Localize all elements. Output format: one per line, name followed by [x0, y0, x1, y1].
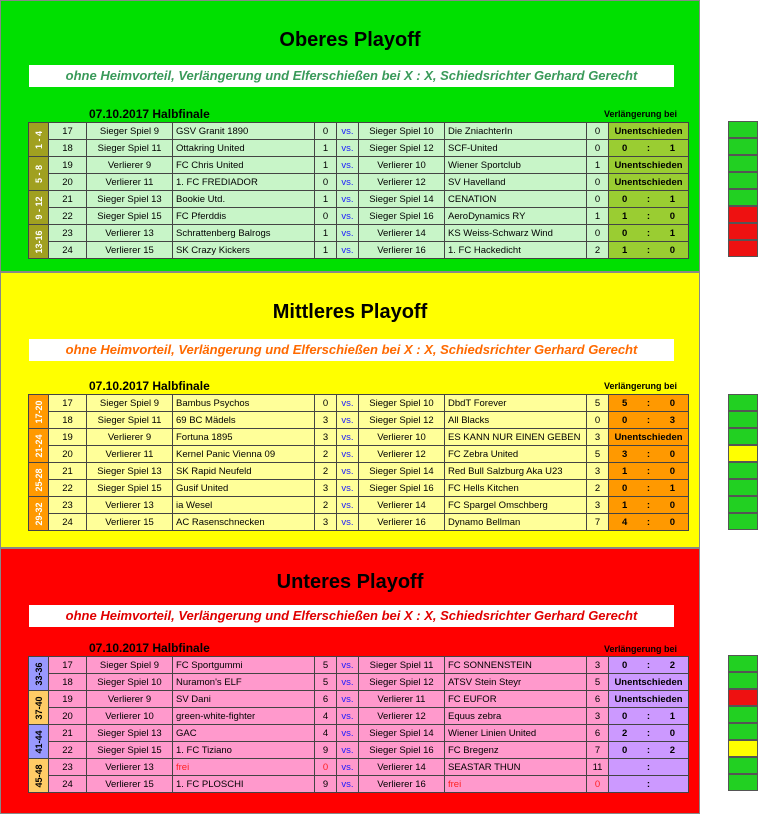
status-box [728, 496, 758, 513]
section-unteres [0, 548, 700, 814]
home-slot-label: Verlierer 9 [87, 157, 173, 174]
away-team: 1. FC Hackedicht [445, 242, 587, 259]
away-slot-label: Verlierer 12 [359, 708, 445, 725]
home-team: 1. FC FREDIADOR [173, 174, 315, 191]
away-score: 5 [587, 674, 609, 691]
game-number: 20 [49, 446, 87, 463]
away-slot-label: Verlierer 11 [359, 691, 445, 708]
vs-label: vs. [337, 657, 359, 674]
away-score: 3 [587, 708, 609, 725]
extra-time-result: 2 : 0 [609, 725, 689, 742]
game-number: 22 [49, 208, 87, 225]
home-slot-label: Verlierer 9 [87, 691, 173, 708]
vs-label: vs. [337, 776, 359, 793]
extra-time-result: 4 : 0 [609, 514, 689, 531]
away-slot-label: Verlierer 12 [359, 446, 445, 463]
home-score: 3 [315, 480, 337, 497]
away-team: ATSV Stein Steyr [445, 674, 587, 691]
away-score: 6 [587, 725, 609, 742]
vs-label: vs. [337, 140, 359, 157]
game-row [29, 514, 689, 531]
game-row [29, 742, 689, 759]
away-slot-label: Verlierer 16 [359, 242, 445, 259]
game-number: 17 [49, 123, 87, 140]
away-team: SEASTAR THUN [445, 759, 587, 776]
home-score: 4 [315, 708, 337, 725]
verlaengerung-label: Verlängerung bei [603, 381, 677, 391]
group-label: 45-48 [29, 759, 49, 793]
away-slot-label: Verlierer 14 [359, 225, 445, 242]
section-date: 07.10.2017 Halbfinale [89, 641, 210, 655]
home-score: 0 [315, 174, 337, 191]
group-label: 5 - 8 [29, 157, 49, 191]
group-label: 17-20 [29, 395, 49, 429]
away-slot-label: Sieger Spiel 14 [359, 725, 445, 742]
game-row [29, 208, 689, 225]
home-slot-label: Verlierer 11 [87, 446, 173, 463]
home-team: 1. FC PLOSCHI [173, 776, 315, 793]
status-box [728, 462, 758, 479]
home-team: SK Crazy Kickers [173, 242, 315, 259]
game-row [29, 191, 689, 208]
status-box [728, 445, 758, 462]
home-score: 2 [315, 497, 337, 514]
away-team: Die ZniachterIn [445, 123, 587, 140]
away-slot-label: Verlierer 14 [359, 759, 445, 776]
home-slot-label: Verlierer 13 [87, 225, 173, 242]
section-subtitle: ohne Heimvorteil, Verlängerung und Elferschießen bei X : X, Schiedsrichter Gerhard Gerecht [29, 605, 674, 627]
status-box [728, 513, 758, 530]
extra-time-result: Unentschieden [609, 674, 689, 691]
home-slot-label: Sieger Spiel 9 [87, 657, 173, 674]
away-score: 7 [587, 514, 609, 531]
away-slot-label: Verlierer 12 [359, 174, 445, 191]
away-team: Red Bull Salzburg Aka U23 [445, 463, 587, 480]
group-label: 33-36 [29, 657, 49, 691]
home-score: 0 [315, 208, 337, 225]
status-box [728, 411, 758, 428]
vs-label: vs. [337, 429, 359, 446]
extra-time-result: 5 : 0 [609, 395, 689, 412]
vs-label: vs. [337, 691, 359, 708]
away-slot-label: Sieger Spiel 10 [359, 395, 445, 412]
game-row [29, 140, 689, 157]
home-score: 3 [315, 514, 337, 531]
section-title: Mittleres Playoff [272, 301, 428, 323]
games-table [28, 122, 689, 259]
home-score: 0 [315, 123, 337, 140]
home-slot-label: Sieger Spiel 15 [87, 480, 173, 497]
home-slot-label: Sieger Spiel 9 [87, 395, 173, 412]
away-slot-label: Verlierer 14 [359, 497, 445, 514]
home-slot-label: Verlierer 13 [87, 759, 173, 776]
away-slot-label: Sieger Spiel 10 [359, 123, 445, 140]
status-box [728, 223, 758, 240]
away-slot-label: Verlierer 16 [359, 776, 445, 793]
group-label: 1 - 4 [29, 123, 49, 157]
away-score: 1 [587, 157, 609, 174]
games-table [28, 656, 689, 793]
away-slot-label: Sieger Spiel 12 [359, 412, 445, 429]
game-number: 18 [49, 140, 87, 157]
vs-label: vs. [337, 225, 359, 242]
section-oberes [0, 0, 700, 272]
status-box [728, 172, 758, 189]
home-team: SV Dani [173, 691, 315, 708]
home-team: frei [173, 759, 315, 776]
home-slot-label: Verlierer 10 [87, 708, 173, 725]
status-box [728, 672, 758, 689]
vs-label: vs. [337, 174, 359, 191]
away-team: Wiener Sportclub [445, 157, 587, 174]
away-score: 1 [587, 208, 609, 225]
home-slot-label: Verlierer 15 [87, 242, 173, 259]
game-row [29, 674, 689, 691]
home-score: 1 [315, 191, 337, 208]
away-score: 0 [587, 776, 609, 793]
section-subtitle: ohne Heimvorteil, Verlängerung und Elferschießen bei X : X, Schiedsrichter Gerhard Gerecht [29, 339, 674, 361]
status-box [728, 189, 758, 206]
away-score: 7 [587, 742, 609, 759]
away-score: 0 [587, 123, 609, 140]
home-team: green-white-fighter [173, 708, 315, 725]
home-score: 0 [315, 759, 337, 776]
game-row [29, 725, 689, 742]
game-number: 20 [49, 174, 87, 191]
game-number: 17 [49, 657, 87, 674]
home-slot-label: Sieger Spiel 10 [87, 674, 173, 691]
game-row [29, 157, 689, 174]
home-slot-label: Verlierer 13 [87, 497, 173, 514]
extra-time-result: Unentschieden [609, 123, 689, 140]
vs-label: vs. [337, 446, 359, 463]
extra-time-result: 0 : 2 [609, 742, 689, 759]
vs-label: vs. [337, 480, 359, 497]
game-row [29, 708, 689, 725]
away-score: 5 [587, 395, 609, 412]
away-team: CENATION [445, 191, 587, 208]
vs-label: vs. [337, 463, 359, 480]
group-label: 21-24 [29, 429, 49, 463]
game-number: 19 [49, 157, 87, 174]
vs-label: vs. [337, 759, 359, 776]
extra-time-result: 3 : 0 [609, 446, 689, 463]
away-team: Dynamo Bellman [445, 514, 587, 531]
vs-label: vs. [337, 242, 359, 259]
game-number: 23 [49, 497, 87, 514]
game-number: 18 [49, 412, 87, 429]
away-slot-label: Sieger Spiel 16 [359, 480, 445, 497]
home-team: FC Pferddis [173, 208, 315, 225]
home-slot-label: Verlierer 9 [87, 429, 173, 446]
extra-time-result: 0 : 1 [609, 708, 689, 725]
group-label: 37-40 [29, 691, 49, 725]
home-slot-label: Sieger Spiel 11 [87, 412, 173, 429]
home-score: 3 [315, 429, 337, 446]
vs-label: vs. [337, 514, 359, 531]
section-subtitle: ohne Heimvorteil, Verlängerung und Elferschießen bei X : X, Schiedsrichter Gerhard Gerecht [29, 65, 674, 87]
extra-time-result: 1 : 0 [609, 463, 689, 480]
status-box [728, 723, 758, 740]
vs-label: vs. [337, 191, 359, 208]
game-row [29, 776, 689, 793]
away-score: 2 [587, 480, 609, 497]
game-number: 22 [49, 742, 87, 759]
status-box [728, 155, 758, 172]
group-label: 13-16 [29, 225, 49, 259]
status-box [728, 394, 758, 411]
vs-label: vs. [337, 497, 359, 514]
away-team: FC Spargel Omschberg [445, 497, 587, 514]
game-row [29, 242, 689, 259]
status-box [728, 757, 758, 774]
game-row [29, 759, 689, 776]
games-table [28, 394, 689, 531]
extra-time-result: 0 : 1 [609, 480, 689, 497]
status-box [728, 774, 758, 791]
home-score: 1 [315, 242, 337, 259]
extra-time-result: Unentschieden [609, 691, 689, 708]
home-team: GAC [173, 725, 315, 742]
away-slot-label: Sieger Spiel 16 [359, 742, 445, 759]
game-number: 17 [49, 395, 87, 412]
home-slot-label: Verlierer 11 [87, 174, 173, 191]
game-row [29, 412, 689, 429]
away-team: FC Zebra United [445, 446, 587, 463]
game-number: 18 [49, 674, 87, 691]
home-team: Fortuna 1895 [173, 429, 315, 446]
section-mittleres [0, 272, 700, 548]
extra-time-result: : [609, 776, 689, 793]
home-score: 6 [315, 691, 337, 708]
home-slot-label: Sieger Spiel 15 [87, 742, 173, 759]
home-team: GSV Granit 1890 [173, 123, 315, 140]
extra-time-result: 0 : 3 [609, 412, 689, 429]
extra-time-result: 0 : 1 [609, 225, 689, 242]
section-title: Oberes Playoff [279, 29, 421, 51]
extra-time-result: 0 : 1 [609, 140, 689, 157]
status-box [728, 655, 758, 672]
away-score: 0 [587, 174, 609, 191]
away-team: All Blacks [445, 412, 587, 429]
away-slot-label: Sieger Spiel 11 [359, 657, 445, 674]
away-score: 3 [587, 429, 609, 446]
game-row [29, 429, 689, 446]
away-slot-label: Sieger Spiel 12 [359, 140, 445, 157]
home-team: Gusif United [173, 480, 315, 497]
away-score: 3 [587, 657, 609, 674]
away-score: 0 [587, 412, 609, 429]
home-slot-label: Sieger Spiel 13 [87, 463, 173, 480]
home-score: 0 [315, 395, 337, 412]
game-number: 20 [49, 708, 87, 725]
game-row [29, 497, 689, 514]
group-label: 9 - 12 [29, 191, 49, 225]
game-number: 24 [49, 514, 87, 531]
group-label: 41-44 [29, 725, 49, 759]
extra-time-result: Unentschieden [609, 157, 689, 174]
home-score: 9 [315, 776, 337, 793]
game-row [29, 395, 689, 412]
extra-time-result: 1 : 0 [609, 497, 689, 514]
game-row [29, 691, 689, 708]
away-team: FC EUFOR [445, 691, 587, 708]
away-score: 11 [587, 759, 609, 776]
vs-label: vs. [337, 157, 359, 174]
away-team: FC SONNENSTEIN [445, 657, 587, 674]
home-slot-label: Sieger Spiel 13 [87, 725, 173, 742]
home-team: Schrattenberg Balrogs [173, 225, 315, 242]
away-slot-label: Sieger Spiel 14 [359, 191, 445, 208]
group-label: 29-32 [29, 497, 49, 531]
status-box [728, 740, 758, 757]
away-team: FC Bregenz [445, 742, 587, 759]
home-score: 1 [315, 157, 337, 174]
section-date: 07.10.2017 Halbfinale [89, 379, 210, 393]
status-box [728, 706, 758, 723]
home-slot-label: Sieger Spiel 9 [87, 123, 173, 140]
game-row [29, 463, 689, 480]
home-team: Bookie Utd. [173, 191, 315, 208]
home-team: Kernel Panic Vienna 09 [173, 446, 315, 463]
home-team: FC Sportgummi [173, 657, 315, 674]
section-date: 07.10.2017 Halbfinale [89, 107, 210, 121]
away-score: 0 [587, 191, 609, 208]
away-score: 2 [587, 242, 609, 259]
away-team: FC Hells Kitchen [445, 480, 587, 497]
home-team: SK Rapid Neufeld [173, 463, 315, 480]
status-box [728, 138, 758, 155]
game-number: 21 [49, 191, 87, 208]
home-slot-label: Sieger Spiel 13 [87, 191, 173, 208]
status-box [728, 428, 758, 445]
vs-label: vs. [337, 208, 359, 225]
home-team: Ottakring United [173, 140, 315, 157]
away-team: Equus zebra [445, 708, 587, 725]
away-team: AeroDynamics RY [445, 208, 587, 225]
game-row [29, 174, 689, 191]
game-number: 23 [49, 225, 87, 242]
vs-label: vs. [337, 742, 359, 759]
status-boxes-mittleres [728, 394, 758, 530]
away-score: 3 [587, 463, 609, 480]
game-row [29, 123, 689, 140]
home-team: AC Rasenschnecken [173, 514, 315, 531]
game-number: 19 [49, 429, 87, 446]
vs-label: vs. [337, 395, 359, 412]
game-number: 24 [49, 776, 87, 793]
section-title: Unteres Playoff [276, 571, 424, 593]
status-box [728, 689, 758, 706]
home-slot-label: Verlierer 15 [87, 514, 173, 531]
status-box [728, 240, 758, 257]
home-team: 69 BC Mädels [173, 412, 315, 429]
extra-time-result: 1 : 0 [609, 242, 689, 259]
away-score: 3 [587, 497, 609, 514]
game-row [29, 657, 689, 674]
status-boxes-oberes [728, 121, 758, 257]
game-row [29, 480, 689, 497]
away-slot-label: Verlierer 10 [359, 429, 445, 446]
verlaengerung-label: Verlängerung bei [603, 109, 677, 119]
home-team: 1. FC Tiziano [173, 742, 315, 759]
vs-label: vs. [337, 725, 359, 742]
extra-time-result: Unentschieden [609, 429, 689, 446]
home-slot-label: Verlierer 15 [87, 776, 173, 793]
extra-time-result: 0 : 2 [609, 657, 689, 674]
away-slot-label: Sieger Spiel 16 [359, 208, 445, 225]
vs-label: vs. [337, 123, 359, 140]
game-number: 21 [49, 463, 87, 480]
game-number: 21 [49, 725, 87, 742]
home-team: ia Wesel [173, 497, 315, 514]
away-slot-label: Verlierer 16 [359, 514, 445, 531]
vs-label: vs. [337, 708, 359, 725]
home-score: 9 [315, 742, 337, 759]
home-score: 2 [315, 463, 337, 480]
home-team: FC Chris United [173, 157, 315, 174]
away-score: 0 [587, 225, 609, 242]
extra-time-result: 1 : 0 [609, 208, 689, 225]
away-team: KS Weiss-Schwarz Wind [445, 225, 587, 242]
game-number: 22 [49, 480, 87, 497]
away-team: DbdT Forever [445, 395, 587, 412]
away-slot-label: Verlierer 10 [359, 157, 445, 174]
home-slot-label: Sieger Spiel 15 [87, 208, 173, 225]
vs-label: vs. [337, 412, 359, 429]
game-number: 23 [49, 759, 87, 776]
status-box [728, 479, 758, 496]
game-number: 19 [49, 691, 87, 708]
game-number: 24 [49, 242, 87, 259]
home-score: 5 [315, 657, 337, 674]
away-team: SV Havelland [445, 174, 587, 191]
home-team: Nuramon's ELF [173, 674, 315, 691]
group-label: 25-28 [29, 463, 49, 497]
home-score: 2 [315, 446, 337, 463]
away-score: 5 [587, 446, 609, 463]
extra-time-result: 0 : 1 [609, 191, 689, 208]
home-score: 3 [315, 412, 337, 429]
extra-time-result: Unentschieden [609, 174, 689, 191]
away-team: ES KANN NUR EINEN GEBEN [445, 429, 587, 446]
away-score: 6 [587, 691, 609, 708]
game-row [29, 225, 689, 242]
home-score: 5 [315, 674, 337, 691]
status-boxes-unteres [728, 655, 758, 791]
vs-label: vs. [337, 674, 359, 691]
home-score: 1 [315, 140, 337, 157]
extra-time-result: : [609, 759, 689, 776]
away-team: Wiener Linien United [445, 725, 587, 742]
status-box [728, 121, 758, 138]
home-slot-label: Sieger Spiel 11 [87, 140, 173, 157]
verlaengerung-label: Verlängerung bei [603, 644, 677, 654]
away-score: 0 [587, 140, 609, 157]
game-row [29, 446, 689, 463]
away-team: frei [445, 776, 587, 793]
away-slot-label: Sieger Spiel 12 [359, 674, 445, 691]
away-slot-label: Sieger Spiel 14 [359, 463, 445, 480]
home-score: 1 [315, 225, 337, 242]
status-box [728, 206, 758, 223]
away-team: SCF-United [445, 140, 587, 157]
home-score: 4 [315, 725, 337, 742]
home-team: Bambus Psychos [173, 395, 315, 412]
